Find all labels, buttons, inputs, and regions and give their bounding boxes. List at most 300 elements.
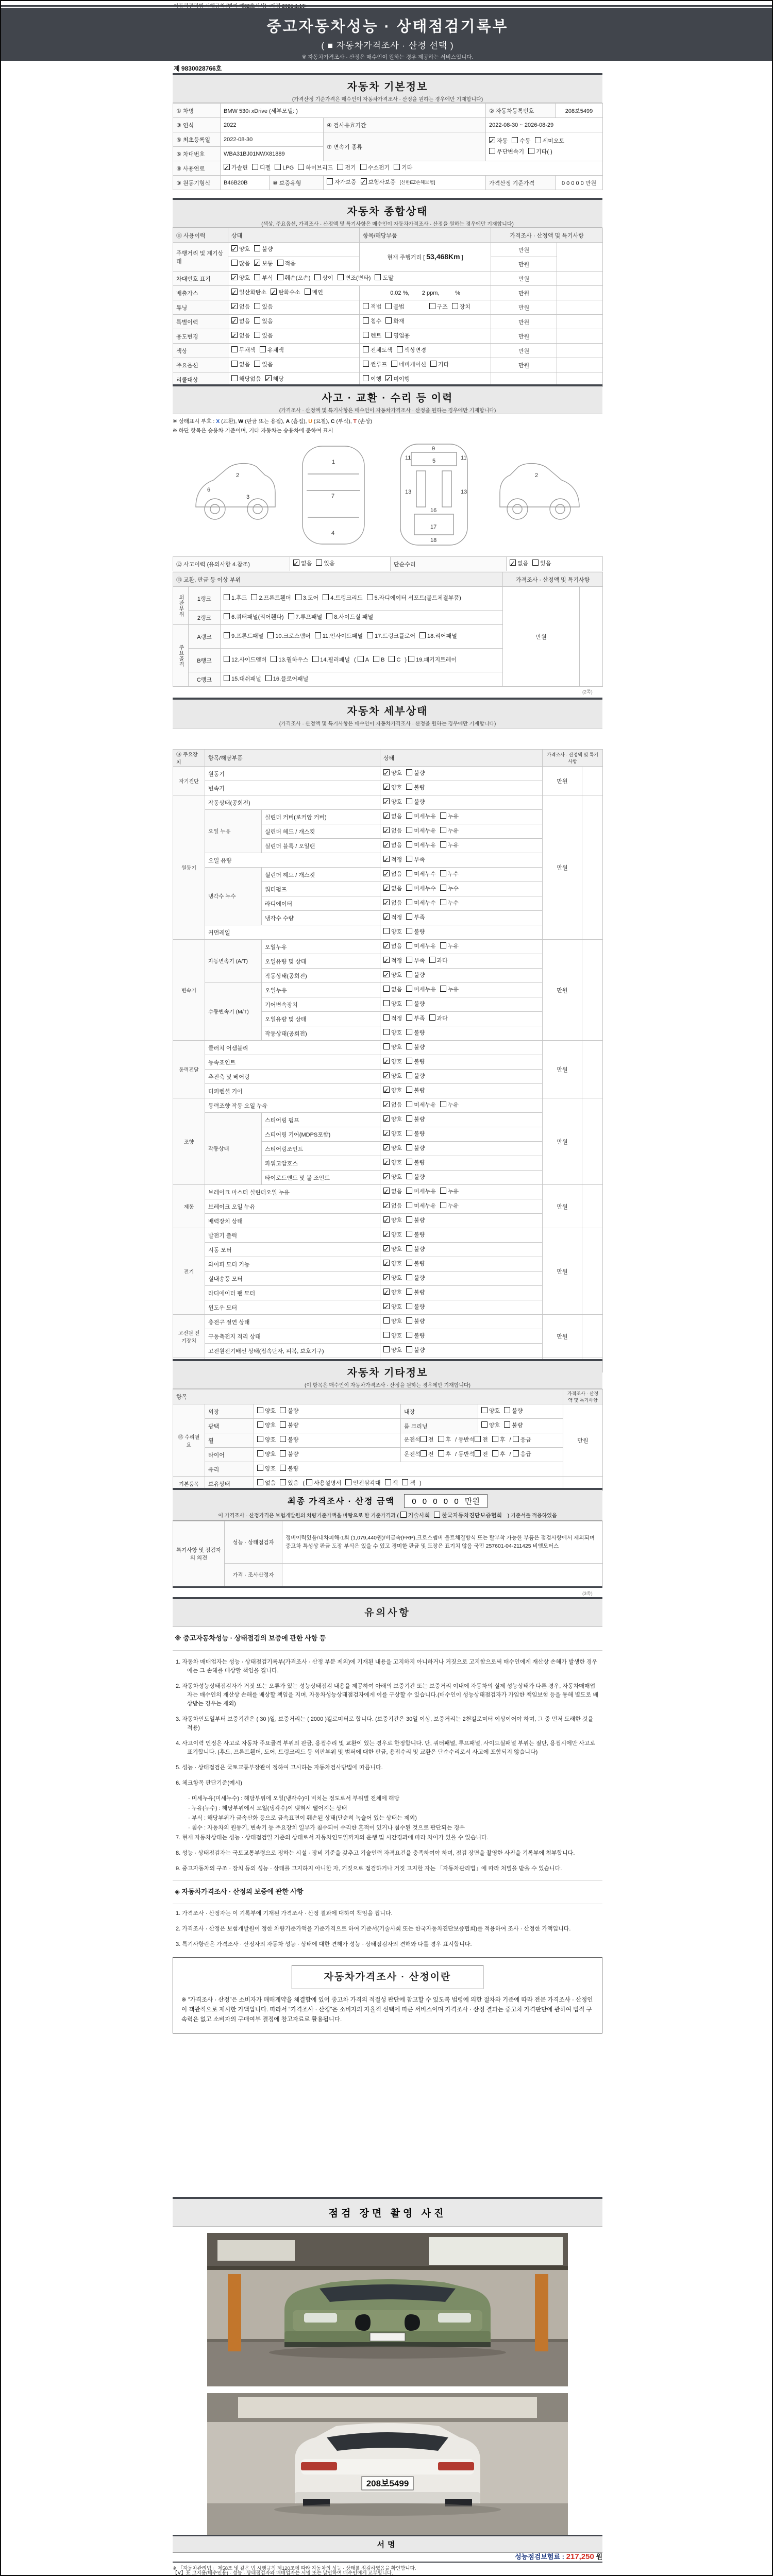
notice-item: 2. 가격조사 · 산정은 보험개발원이 정한 차량기준가액을 기준가격으로 하여 기준서(기술사회 또는 한국자동차진단보증협회)를 적용하여 조사 · 산정한 가액입니다. xyxy=(176,1925,571,1932)
unchecked-box-icon xyxy=(257,1436,263,1442)
unchecked-box-icon xyxy=(440,827,446,833)
valid-period-value: 2022-08-30 ~ 2026-08-29 xyxy=(486,118,603,132)
state-code-desc: (판금 또는 용접), xyxy=(243,418,286,425)
paren: ) xyxy=(419,1480,422,1487)
unchecked-box-icon xyxy=(406,1101,412,1107)
paren: ( xyxy=(303,1480,305,1487)
checkbox-option: 없음 xyxy=(257,1478,276,1489)
checkbox-option: A xyxy=(358,655,369,666)
price-cell: 만원 xyxy=(491,358,557,372)
checkbox-option: 없음 xyxy=(383,985,402,995)
hold-sub-checks xyxy=(306,1480,419,1486)
checkbox-option: 도말 xyxy=(375,273,393,284)
item-label: 스티어링조인트 xyxy=(262,1142,380,1156)
checkbox-option: 기타( ) xyxy=(528,147,552,158)
photo-front-svg xyxy=(207,2233,568,2386)
checkbox-option: 양호 xyxy=(257,1449,276,1460)
final-price-title: 최종 가격조사 · 산정 금액 xyxy=(288,1497,395,1506)
opinion-section xyxy=(173,1521,602,1588)
unchecked-box-icon xyxy=(430,361,436,367)
vinmark-checks xyxy=(228,272,491,286)
table-row xyxy=(173,176,603,190)
note-cell xyxy=(557,286,603,300)
photo-rear-svg xyxy=(207,2393,568,2541)
unchecked-box-icon xyxy=(406,885,412,891)
field-label: ④ 검사유효기간 xyxy=(324,118,486,132)
checkbox-option: 6.쿼터패널(리어휀다) xyxy=(224,612,284,623)
checkbox-option: 12.사이드멤버 xyxy=(224,655,266,666)
unchecked-box-icon xyxy=(231,361,238,367)
checked-box-icon xyxy=(293,560,299,566)
table-row xyxy=(173,1462,603,1477)
fee-line xyxy=(173,2551,602,2561)
unchecked-box-icon xyxy=(257,1465,263,1471)
checkbox-option: 안전삼각대 xyxy=(345,1478,380,1489)
notice-item: 3. 자동차인도일부터 보증기간은 ( 30 )일, 보증거리는 ( 2000 )킬로미터로 합니다. (보증기간은 30일 이상, 보증거리는 2천킬로미터 이상이어야 하며, 그 중 먼저 도래한 것을 적용) xyxy=(176,1716,594,1731)
unchecked-box-icon xyxy=(280,1407,286,1413)
notice-list xyxy=(173,1651,602,1874)
state-code-desc: (교환), xyxy=(220,418,239,425)
checkbox-option: C xyxy=(389,655,400,666)
unchecked-box-icon xyxy=(406,827,412,833)
unchecked-box-icon xyxy=(438,1450,444,1456)
color-detail-checks xyxy=(360,344,491,358)
unchecked-box-icon xyxy=(338,274,344,280)
unchecked-box-icon xyxy=(406,1188,412,1194)
page-marker: (2쪽) xyxy=(582,689,593,694)
checkbox-option: 7.루프패널 xyxy=(288,612,323,623)
checkbox-option: 있음 xyxy=(532,558,551,569)
table-row xyxy=(173,344,603,358)
accident-checks xyxy=(290,557,391,571)
unchecked-box-icon xyxy=(252,164,258,170)
state-checks xyxy=(380,810,543,824)
item-label: 냉각수 수량 xyxy=(262,911,380,925)
checked-box-icon xyxy=(383,899,390,905)
unchecked-box-icon xyxy=(440,1188,446,1194)
car-name-value: BMW 530i xDrive (세부모델: ) xyxy=(221,104,486,118)
table-header-row xyxy=(173,750,603,767)
unchecked-box-icon xyxy=(367,632,373,638)
table-row xyxy=(173,1315,603,1329)
unchecked-box-icon xyxy=(400,1512,407,1518)
state-checks xyxy=(380,767,543,781)
checkbox-option: 불량 xyxy=(504,1420,523,1431)
state-code-letter: X xyxy=(216,418,220,425)
state-checks xyxy=(380,795,543,810)
state-checks xyxy=(380,882,543,896)
checkbox-option: ✓ 일산화탄소 xyxy=(231,287,266,298)
table-row xyxy=(173,1070,603,1084)
checkbox-option: ✓ 없음 xyxy=(383,1187,402,1197)
transmission-checks xyxy=(486,132,603,161)
mileage-post: ] xyxy=(460,255,463,261)
checkbox-option: 양호 xyxy=(481,1420,500,1431)
unchecked-box-icon xyxy=(383,986,390,992)
unchecked-box-icon xyxy=(475,1436,481,1442)
state-checks xyxy=(380,1185,543,1199)
unchecked-box-icon xyxy=(265,675,272,681)
checkbox-option: 있음 xyxy=(254,331,273,342)
notice-item: 3. 특기사항란은 가격조사 · 산정자의 자동차 성능 · 상태에 대한 견해가 성능 · 상태점검자의 견해와 다를 경우 표시합니다. xyxy=(176,1941,472,1947)
unchecked-box-icon xyxy=(440,870,446,876)
checkbox-option: 기술사회 xyxy=(400,1511,430,1521)
checked-box-icon xyxy=(383,812,390,819)
checkbox-option: ✓ 미이행 xyxy=(385,374,410,385)
checkbox-option: 네비게이션 xyxy=(391,360,426,370)
item-label: 기어변속장치 xyxy=(262,997,380,1012)
page-title-note: ※ 자동차가격조사 · 산정은 매수인이 원하는 경우 제공하는 서비스입니다. xyxy=(301,54,474,60)
price-cell: 만원 xyxy=(491,329,557,344)
document-number: 제 9830028766호 xyxy=(174,65,222,72)
unchecked-box-icon xyxy=(475,1450,481,1456)
field-label: ⑥ 차대번호 xyxy=(173,147,221,161)
checkbox-option: 양호 xyxy=(257,1435,276,1446)
checked-box-icon xyxy=(383,784,390,790)
note-cell xyxy=(582,940,603,1041)
checkbox-option: 불량 xyxy=(406,768,425,779)
section-title: 자동차 기타정보 xyxy=(347,1367,428,1379)
engine-value: B46B20B xyxy=(221,176,270,190)
checkbox-option: ✓ 보험사보증 xyxy=(361,177,396,188)
checkbox-option: 응급 xyxy=(513,1435,531,1446)
tire-emergency xyxy=(513,1451,535,1458)
checkbox-option: ✓ 없음 xyxy=(231,331,250,342)
unchecked-box-icon xyxy=(406,1289,412,1295)
notice-item: 9. 중고자동차의 구조 · 장치 등의 성능 · 상태를 고지하지 아니한 자, 거짓으로 점검하거나 거짓 고지한 자는 「자동차관리법」에 따라 처벌을 받을 수 있습니다. xyxy=(176,1866,562,1872)
column-header: ⑪ 사용이력 xyxy=(173,228,228,243)
footer-note-1: ※ 「자동차관리법」 제58조 및 같은 법 시행규칙 제120조에 따라 자동차의 성능 · 상태를 점검하였음을 확인합니다. xyxy=(173,2562,602,2571)
table-row xyxy=(173,1257,603,1272)
unchecked-box-icon xyxy=(280,1450,286,1456)
unchecked-box-icon xyxy=(345,1479,351,1485)
inspection-photo-rear xyxy=(173,2393,602,2544)
unchecked-box-icon xyxy=(406,928,412,934)
checkbox-option: 불량 xyxy=(406,1158,425,1168)
price-cell: 만원 xyxy=(543,940,582,1041)
table-row xyxy=(173,1564,603,1586)
row-label: 룸 크리닝 xyxy=(401,1419,478,1433)
unchecked-box-icon xyxy=(280,1465,286,1471)
unchecked-box-icon xyxy=(489,148,495,154)
unchecked-box-icon xyxy=(323,594,329,600)
sub-group-label: 자동변속기 (A/T) xyxy=(205,940,262,983)
state-checks xyxy=(380,1055,543,1070)
section-subtitle: (가격조사 · 산정액 및 특기사항은 매수인이 자동차가격조사 · 산정을 원하는 경우에만 기재합니다) xyxy=(279,408,496,414)
checkbox-option: 잭 xyxy=(402,1478,415,1489)
unchecked-box-icon xyxy=(406,971,412,977)
svg-text:13: 13 xyxy=(461,489,467,495)
table-row xyxy=(173,767,603,781)
device-group-label: 조향 xyxy=(173,1098,205,1185)
unchecked-box-icon xyxy=(429,957,435,963)
row-label: 가격 · 조사산정자 xyxy=(225,1564,282,1586)
table-row xyxy=(173,1098,603,1113)
checkbox-option: 불량 xyxy=(406,1129,425,1140)
checkbox-option: 과다 xyxy=(429,1013,448,1024)
notice-section xyxy=(173,1597,602,2194)
checkbox-option: 후 xyxy=(438,1435,451,1446)
unchecked-box-icon xyxy=(298,164,304,170)
state-checks xyxy=(380,896,543,911)
unchecked-box-icon xyxy=(406,1159,412,1165)
unchecked-box-icon xyxy=(254,274,260,280)
table-row xyxy=(173,1448,603,1462)
checked-box-icon xyxy=(383,1231,390,1237)
checked-box-icon xyxy=(383,1245,390,1251)
checkbox-option: ✓ 양호 xyxy=(383,1143,402,1154)
checkbox-option: ✓ 적정 xyxy=(383,912,402,923)
state-checks xyxy=(380,954,543,969)
checkbox-option: 색상변경 xyxy=(397,345,427,356)
unchecked-box-icon xyxy=(363,332,369,338)
section-etc xyxy=(173,1389,602,1491)
signature-bar xyxy=(173,2535,602,2553)
unchecked-box-icon xyxy=(367,594,373,600)
checkbox-option: ✓ 양호 xyxy=(383,1129,402,1140)
row-label: 배출가스 xyxy=(173,286,228,300)
row-label: 내장 xyxy=(401,1404,478,1419)
checkbox-option: 불량 xyxy=(406,1273,425,1284)
unchecked-box-icon xyxy=(312,656,318,662)
table-row xyxy=(173,940,603,954)
unchecked-box-icon xyxy=(440,986,446,992)
unchecked-box-icon xyxy=(440,812,446,819)
svg-text:2: 2 xyxy=(236,472,240,479)
item-label: 동력조향 작동 오일 누유 xyxy=(205,1098,380,1113)
checkbox-option: 미세누유 xyxy=(406,941,436,952)
checkbox-option: 불량 xyxy=(406,1057,425,1067)
column-header: ⑭ 주요장치 xyxy=(173,750,205,767)
checkbox-option: ✓ 없음 xyxy=(383,869,402,880)
final-price-note xyxy=(173,1511,602,1521)
checkbox-option: 14.필러패널 xyxy=(312,655,350,666)
checkbox-option: 세미오토 xyxy=(535,136,565,147)
checked-box-icon xyxy=(383,1072,390,1078)
checkbox-option: ✓ 양호 xyxy=(383,1259,402,1269)
price-cell: 만원 xyxy=(491,315,557,329)
unchecked-box-icon xyxy=(306,1479,312,1485)
checkbox-option: 유채색 xyxy=(260,345,284,356)
table-row xyxy=(173,1243,603,1257)
table-row xyxy=(173,132,603,147)
row-label: 성능 · 상태점검자 xyxy=(225,1521,282,1564)
state-checks xyxy=(380,1127,543,1142)
checkbox-option: 부족 xyxy=(406,1013,425,1024)
note-cell xyxy=(582,1185,603,1228)
checkbox-option: ✓ 없음 xyxy=(231,302,250,313)
unchecked-box-icon xyxy=(224,632,230,638)
notice-item: 7. 현재 자동차상태는 성능 · 상태점검일 기준의 상태로서 자동차인도일까지의 운행 및 시간경과에 따라 차이가 있을 수 있습니다. xyxy=(176,1835,489,1841)
checked-box-icon xyxy=(231,332,238,338)
state-checks xyxy=(380,1142,543,1156)
field-label: ① 차명 xyxy=(173,104,221,118)
item-label: 윈도우 모터 xyxy=(205,1300,380,1315)
unchecked-box-icon xyxy=(383,1317,390,1324)
checkbox-option: 장치 xyxy=(452,302,470,313)
notice-heading: ※ 중고자동차성능 · 상태점검의 보증에 관한 사항 등 xyxy=(173,1627,602,1650)
item-label: 스티어링 펌프 xyxy=(262,1113,380,1127)
svg-text:3: 3 xyxy=(246,494,250,500)
special-checks xyxy=(228,315,360,329)
unchecked-box-icon xyxy=(440,841,446,848)
rankB-checks xyxy=(221,649,503,672)
table-row xyxy=(173,1041,603,1055)
item-label: 라디에이터 xyxy=(262,896,380,911)
checkbox-option: ✓ 양호 xyxy=(383,1114,402,1125)
checkbox-option: ✓ 없음 xyxy=(231,316,250,327)
state-checks xyxy=(380,1315,543,1329)
section-basic-info xyxy=(173,103,602,190)
item-label: 실린더 헤드 / 개스킷 xyxy=(262,868,380,882)
table-row xyxy=(173,1084,603,1098)
interior-checks xyxy=(478,1404,563,1419)
table-row xyxy=(173,781,603,795)
checked-box-icon xyxy=(383,769,390,775)
item-label: 변속기 xyxy=(205,781,380,795)
exterior-checks xyxy=(254,1404,401,1419)
field-label: ⑧ 사용연료 xyxy=(173,161,221,176)
unchecked-box-icon xyxy=(254,361,260,367)
unchecked-box-icon xyxy=(406,1058,412,1064)
accident-notes xyxy=(173,417,602,434)
mileage-value: 53,468Km xyxy=(426,252,460,261)
unchecked-box-icon xyxy=(231,346,238,352)
checkbox-option: 무단변속기 xyxy=(489,147,524,158)
wheel-checks xyxy=(254,1433,401,1448)
comprehensive-table xyxy=(173,228,603,387)
checkbox-option: ✓ 가솔린 xyxy=(224,163,248,174)
tire-front-rear xyxy=(421,1451,455,1458)
checkbox-option: ✓ 양호 xyxy=(383,1158,402,1168)
checkbox-option: 불량 xyxy=(406,1230,425,1241)
checkbox-option: 불량 xyxy=(406,1331,425,1342)
state-code-letter: A xyxy=(285,418,290,425)
checkbox-option: 불량 xyxy=(280,1464,298,1475)
checked-box-icon xyxy=(383,957,390,963)
column-header: 상태 xyxy=(228,228,360,243)
unchecked-box-icon xyxy=(275,164,281,170)
unchecked-box-icon xyxy=(224,613,230,619)
table-row xyxy=(173,1113,603,1127)
checkbox-option: 후 xyxy=(492,1449,506,1460)
roomcleaning-checks xyxy=(478,1419,563,1433)
row-label: 보유상태 xyxy=(205,1477,254,1491)
item-label: 발전기 출력 xyxy=(205,1228,380,1243)
checkbox-option: ✓ 탄화수소 xyxy=(271,287,300,298)
device-group-label: 동력전달 xyxy=(173,1041,205,1098)
checkbox-option: ✓ 해당 xyxy=(265,374,284,385)
checkbox-option: ✓ 보통 xyxy=(254,259,273,269)
item-label: 브레이크 마스터 실린더오일 누유 xyxy=(205,1185,380,1199)
checkbox-option: 침수 xyxy=(363,316,381,327)
state-checks xyxy=(380,781,543,795)
reg-no-value: 208보5499 xyxy=(556,104,603,118)
checked-box-icon xyxy=(385,375,392,381)
item-label: 고전원전기배선 상태(접속단자, 피복, 보호기구) xyxy=(205,1344,380,1358)
table-row xyxy=(173,1286,603,1300)
unchecked-box-icon xyxy=(406,870,412,876)
device-group-label: 전기 xyxy=(173,1228,205,1315)
svg-text:2: 2 xyxy=(535,472,539,479)
price-cell: 만원 xyxy=(503,587,580,687)
unchecked-box-icon xyxy=(406,1274,412,1280)
item-label: 와이퍼 모터 기능 xyxy=(205,1257,380,1272)
group-label: 주요골격 xyxy=(173,625,189,687)
unchecked-box-icon xyxy=(406,942,412,948)
section-etc-header xyxy=(173,1359,602,1389)
price-cell: 만원 xyxy=(563,1404,603,1477)
checkbox-option: 불량 xyxy=(406,1345,425,1356)
state-code-desc: (흠집), xyxy=(290,418,309,425)
checkbox-option: 전체도색 xyxy=(363,345,393,356)
unchecked-box-icon xyxy=(375,274,381,280)
checkbox-option: 불량 xyxy=(406,1114,425,1125)
checkbox-option: 불량 xyxy=(406,1244,425,1255)
table-row xyxy=(173,1419,603,1433)
checkbox-option: 구조 xyxy=(429,302,448,313)
checkbox-option: ✓ 없음 xyxy=(510,558,528,569)
item-label: 작동상태(공회전) xyxy=(262,1026,380,1041)
unchecked-box-icon xyxy=(385,303,392,309)
unchecked-box-icon xyxy=(224,656,230,662)
inspection-photo-front xyxy=(173,2233,602,2389)
state-code-desc: (부식), xyxy=(334,418,354,425)
unchecked-box-icon xyxy=(257,1421,263,1428)
checkbox-option: ✓ 양호 xyxy=(383,797,402,808)
price-cell: 만원 xyxy=(543,767,582,795)
item-label: 디퍼렌셜 기어 xyxy=(205,1084,380,1098)
notice-title: 유의사항 xyxy=(173,1597,602,1627)
section-comprehensive xyxy=(173,228,602,387)
checkbox-option: 하이브리드 xyxy=(298,163,333,174)
mileage-pre: 현재 주행거리 [ xyxy=(387,255,427,261)
checkbox-option: 있음 xyxy=(316,558,334,569)
checkbox-option: 불량 xyxy=(406,1042,425,1053)
section-subtitle: (가격산정 기준가격은 매수인이 자동차가격조사 · 산정을 원하는 경우에만 기재합니다) xyxy=(292,97,483,103)
item-label: 배력장치 상태 xyxy=(205,1214,380,1228)
checkbox-option: 9.프론트패널 xyxy=(224,631,263,642)
checked-box-icon xyxy=(231,289,238,295)
page-title: 중고자동차성능 · 상태점검기록부 xyxy=(266,19,509,35)
unchecked-box-icon xyxy=(440,942,446,948)
paren: ( xyxy=(354,657,356,664)
note-cell xyxy=(582,1315,603,1358)
checked-box-icon xyxy=(271,289,277,295)
state-checks xyxy=(380,1156,543,1171)
item-label: 워터펌프 xyxy=(262,882,380,896)
exchange-rank-section xyxy=(173,572,602,687)
checkbox-option: 있음 xyxy=(280,1478,298,1489)
state-checks xyxy=(380,1286,543,1300)
section-detail-header xyxy=(173,698,602,728)
checkbox-option: 자가보증 xyxy=(327,177,357,188)
unchecked-box-icon xyxy=(406,1260,412,1266)
unchecked-box-icon xyxy=(406,1014,412,1021)
device-group-label: 고전원 전기장치 xyxy=(173,1315,205,1358)
notice-sub-item: · 누유(누수) : 해당부위에서 오일(냉각수)이 맺혀서 떨어지는 상태 xyxy=(188,1805,347,1812)
amount-digits: 0 0 0 0 0 xyxy=(412,1497,461,1506)
checkbox-option: 미세누유 xyxy=(406,1187,436,1197)
checkbox-option: 적정 xyxy=(383,1013,402,1024)
sub-group-label: 수동변속기 (M/T) xyxy=(205,983,262,1041)
state-checks xyxy=(380,1272,543,1286)
unchecked-box-icon xyxy=(406,841,412,848)
unchecked-box-icon xyxy=(337,164,343,170)
checkbox-option: 17.트렁크플로어 xyxy=(367,631,415,642)
table-row xyxy=(173,286,603,300)
unchecked-box-icon xyxy=(513,1450,519,1456)
